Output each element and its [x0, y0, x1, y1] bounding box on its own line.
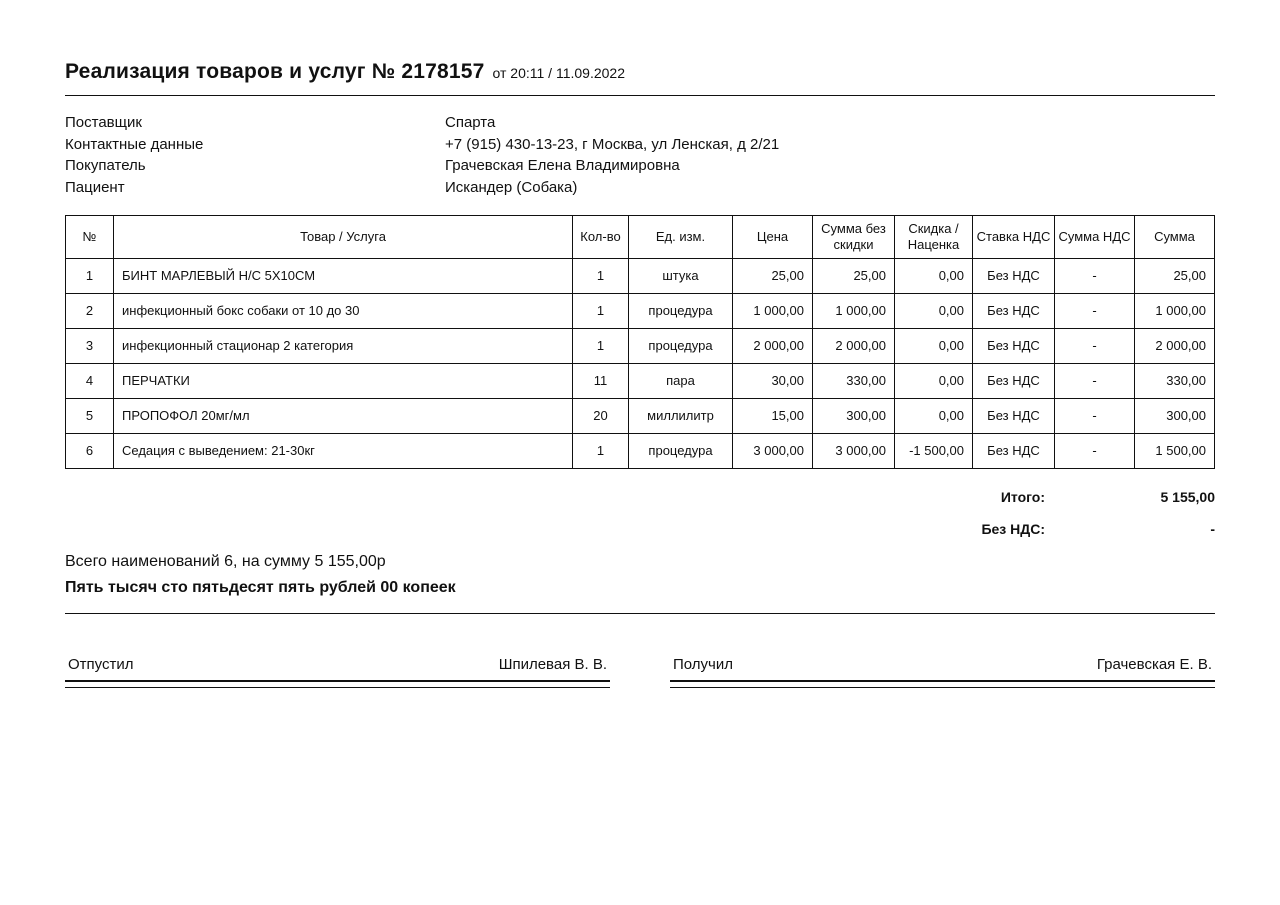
table-cell: 2 000,00	[813, 329, 895, 364]
signature-received-line	[670, 656, 1215, 682]
parties-info	[65, 112, 1215, 198]
table-cell: 15,00	[733, 399, 813, 434]
table-cell: 20	[573, 399, 629, 434]
table-cell: миллилитр	[629, 399, 733, 434]
totals-block	[65, 489, 1215, 537]
table-cell: 1 000,00	[813, 294, 895, 329]
table-cell: -	[1055, 329, 1135, 364]
buyer-value: Грачевская Елена Владимировна	[445, 157, 680, 174]
info-row-patient	[65, 177, 1215, 199]
table-cell: -	[1055, 364, 1135, 399]
table-cell: 330,00	[813, 364, 895, 399]
column-header-unit: Ед. изм.	[629, 216, 733, 259]
document-datetime: от 20:11 / 11.09.2022	[492, 65, 625, 81]
table-row	[66, 259, 1215, 294]
total-row-no-vat	[65, 521, 1215, 537]
no-vat-label: Без НДС:	[981, 521, 1045, 537]
total-value: 5 155,00	[1160, 489, 1215, 505]
table-cell: Без НДС	[973, 364, 1055, 399]
table-cell: 0,00	[895, 329, 973, 364]
signatures-block	[65, 656, 1215, 688]
supplier-label: Поставщик	[65, 114, 142, 131]
table-cell: 25,00	[813, 259, 895, 294]
items-table	[65, 215, 1215, 469]
column-header-discount: Скидка / Наценка	[895, 216, 973, 259]
column-header-vat-sum: Сумма НДС	[1055, 216, 1135, 259]
received-label: Получил	[673, 656, 733, 673]
table-cell: пара	[629, 364, 733, 399]
supplier-value: Спарта	[445, 114, 496, 131]
signature-received	[670, 656, 1215, 688]
released-name: Шпилевая В. В.	[498, 656, 607, 673]
table-cell: 1	[573, 294, 629, 329]
table-row	[66, 364, 1215, 399]
table-cell: -	[1055, 294, 1135, 329]
table-cell: 25,00	[733, 259, 813, 294]
table-cell: Без НДС	[973, 329, 1055, 364]
total-row-itogo	[65, 489, 1215, 505]
document-header	[65, 60, 1215, 96]
table-cell: процедура	[629, 294, 733, 329]
patient-label: Пациент	[65, 178, 125, 196]
table-cell: 0,00	[895, 364, 973, 399]
table-cell: -	[1055, 399, 1135, 434]
summary-count-line: Всего наименований 6, на сумму 5 155,00р	[65, 553, 386, 570]
column-header-number: №	[66, 216, 114, 259]
table-cell: 300,00	[1135, 399, 1215, 434]
items-table-body	[66, 259, 1215, 469]
table-cell: 11	[573, 364, 629, 399]
table-cell: 1 500,00	[1135, 434, 1215, 469]
table-cell: 25,00	[1135, 259, 1215, 294]
info-row-contacts	[65, 134, 1215, 156]
buyer-label: Покупатель	[65, 157, 146, 174]
table-cell: процедура	[629, 434, 733, 469]
table-row	[66, 399, 1215, 434]
table-cell: 2 000,00	[733, 329, 813, 364]
table-cell: БИНТ МАРЛЕВЫЙ Н/С 5Х10СМ	[114, 259, 573, 294]
table-cell: 2	[66, 294, 114, 329]
table-cell: 3	[66, 329, 114, 364]
summary-amount-in-words: Пять тысяч сто пятьдесят пять рублей 00 копеек	[65, 579, 456, 596]
table-cell: 330,00	[1135, 364, 1215, 399]
table-cell: процедура	[629, 329, 733, 364]
table-cell: 2 000,00	[1135, 329, 1215, 364]
table-row	[66, 434, 1215, 469]
released-label: Отпустил	[68, 656, 134, 673]
table-cell: 1	[573, 329, 629, 364]
table-cell: 0,00	[895, 399, 973, 434]
table-row	[66, 329, 1215, 364]
table-cell: ПЕРЧАТКИ	[114, 364, 573, 399]
table-cell: 6	[66, 434, 114, 469]
column-header-sum-no-discount: Сумма без скидки	[813, 216, 895, 259]
table-cell: -	[1055, 434, 1135, 469]
table-cell: 30,00	[733, 364, 813, 399]
table-row	[66, 294, 1215, 329]
table-cell: 300,00	[813, 399, 895, 434]
table-cell: ПРОПОФОЛ 20мг/мл	[114, 399, 573, 434]
no-vat-value: -	[1210, 521, 1215, 537]
info-row-supplier	[65, 112, 1215, 134]
header-row	[66, 216, 1215, 259]
table-cell: 1 000,00	[733, 294, 813, 329]
received-name: Грачевская Е. В.	[1096, 656, 1212, 673]
column-header-price: Цена	[733, 216, 813, 259]
table-cell: Без НДС	[973, 294, 1055, 329]
column-header-item: Товар / Услуга	[114, 216, 573, 259]
table-cell: 5	[66, 399, 114, 434]
column-header-vat-rate: Ставка НДС	[973, 216, 1055, 259]
table-cell: 1	[573, 434, 629, 469]
table-cell: Без НДС	[973, 399, 1055, 434]
table-cell: 4	[66, 364, 114, 399]
table-cell: -1 500,00	[895, 434, 973, 469]
table-cell: 3 000,00	[813, 434, 895, 469]
patient-value: Искандер (Собака)	[445, 178, 578, 196]
table-cell: Без НДС	[973, 259, 1055, 294]
column-header-total: Сумма	[1135, 216, 1215, 259]
items-table-head	[66, 216, 1215, 259]
summary-block	[65, 553, 1215, 614]
table-cell: 1	[66, 259, 114, 294]
signature-released-line	[65, 656, 610, 682]
table-cell: 0,00	[895, 294, 973, 329]
table-cell: 3 000,00	[733, 434, 813, 469]
info-row-buyer	[65, 155, 1215, 177]
contacts-label: Контактные данные	[65, 135, 204, 153]
page-title: Реализация товаров и услуг № 2178157	[65, 60, 485, 83]
table-cell: 1 000,00	[1135, 294, 1215, 329]
table-cell: 0,00	[895, 259, 973, 294]
total-label: Итого:	[1000, 489, 1045, 505]
table-cell: 1	[573, 259, 629, 294]
table-cell: Без НДС	[973, 434, 1055, 469]
contacts-value: +7 (915) 430-13-23, г Москва, ул Ленская, д 2/21	[445, 135, 780, 153]
column-header-qty: Кол-во	[573, 216, 629, 259]
table-cell: штука	[629, 259, 733, 294]
table-cell: инфекционный стационар 2 категория	[114, 329, 573, 364]
table-cell: -	[1055, 259, 1135, 294]
table-cell: Седация с выведением: 21-30кг	[114, 434, 573, 469]
table-cell: инфекционный бокс собаки от 10 до 30	[114, 294, 573, 329]
signature-released	[65, 656, 610, 688]
